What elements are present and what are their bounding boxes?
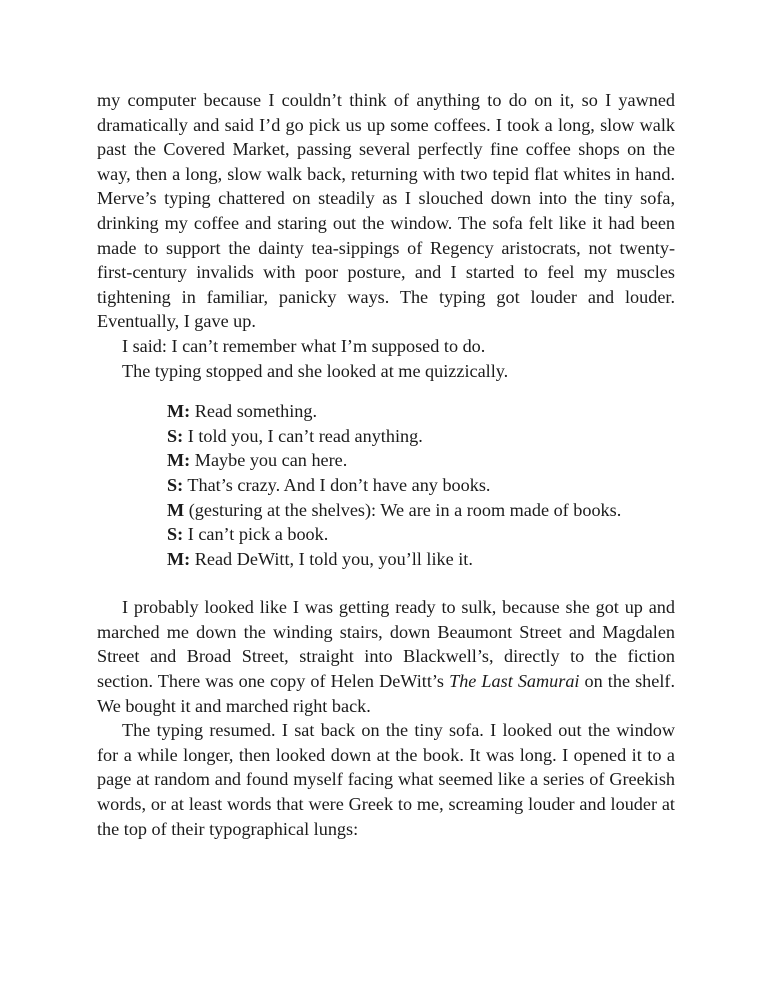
- speaker-label: M:: [167, 401, 191, 422]
- dialogue-text: I told you, I can’t read anything.: [183, 425, 423, 446]
- dialogue-block: [167, 399, 675, 571]
- speaker-label: S:: [167, 524, 184, 545]
- speaker-label: S:: [167, 474, 184, 495]
- paragraph-i-said: I said: I can’t remember what I’m supposed to do.: [122, 335, 486, 356]
- book-title: The Last Samurai: [449, 671, 580, 692]
- dialogue-line: [167, 498, 675, 523]
- speaker-label: S:: [167, 425, 184, 446]
- speaker-label: M: [167, 499, 185, 520]
- dialogue-line: [167, 473, 675, 498]
- dialogue-text: I can’t pick a book.: [183, 524, 329, 545]
- paragraph-blackwells: [97, 595, 675, 718]
- dialogue-line: [167, 399, 675, 424]
- paragraph-text: on the shelf. We bought it and marched right back.: [97, 671, 675, 716]
- speaker-label: M:: [167, 450, 191, 471]
- speaker-label: M:: [167, 548, 191, 569]
- dialogue-line: [167, 448, 675, 473]
- dialogue-line: [167, 547, 675, 572]
- paragraph-text: I probably looked like I was getting ready to sulk, because she got up and marched me down the winding stairs, down Beaumont Street and Magdalen Street and Broad Street, straight into Blackwell’s, directly to the fiction section. There was one copy of Helen DeWitt’s: [97, 597, 675, 692]
- dialogue-text: Maybe you can here.: [190, 450, 348, 471]
- dialogue-text: (gesturing at the shelves): We are in a room made of books.: [184, 499, 622, 520]
- dialogue-line: [167, 424, 675, 449]
- dialogue-line: [167, 522, 675, 547]
- paragraph-typing-stopped: The typing stopped and she looked at me quizzically.: [122, 360, 509, 381]
- paragraph-coffee-walk: my computer because I couldn’t think of anything to do on it, so I yawned dramatically and said I’d go pick us up some coffees. I took a long, slow walk past the Covered Market, passing several perfectly fine coffee shops on the way, then a long, slow walk back, returning with two tepid flat whites in hand. Merve’s typing chattered on steadily as I slouched down into the tiny sofa, drinking my coffee and staring out the window. The sofa felt like it had been made to support the dainty tea-sippings of Regency aristocrats, not twenty-first-century invalids with poor posture, and I started to feel my muscles tightening in familiar, panicky ways. The typing got louder and louder. Eventually, I gave up.: [97, 90, 675, 332]
- dialogue-text: Read DeWitt, I told you, you’ll like it.: [190, 548, 473, 569]
- book-page: [97, 88, 675, 841]
- dialogue-text: That’s crazy. And I don’t have any books.: [183, 474, 491, 495]
- dialogue-text: Read something.: [190, 401, 318, 422]
- paragraph-greekish-words: The typing resumed. I sat back on the tiny sofa. I looked out the window for a while longer, then looked down at the book. It was long. I opened it to a page at random and found myself facing what seemed like a series of Greekish words, or at least words that were Greek to me, screaming louder and louder at the top of their typographical lungs:: [97, 720, 675, 839]
